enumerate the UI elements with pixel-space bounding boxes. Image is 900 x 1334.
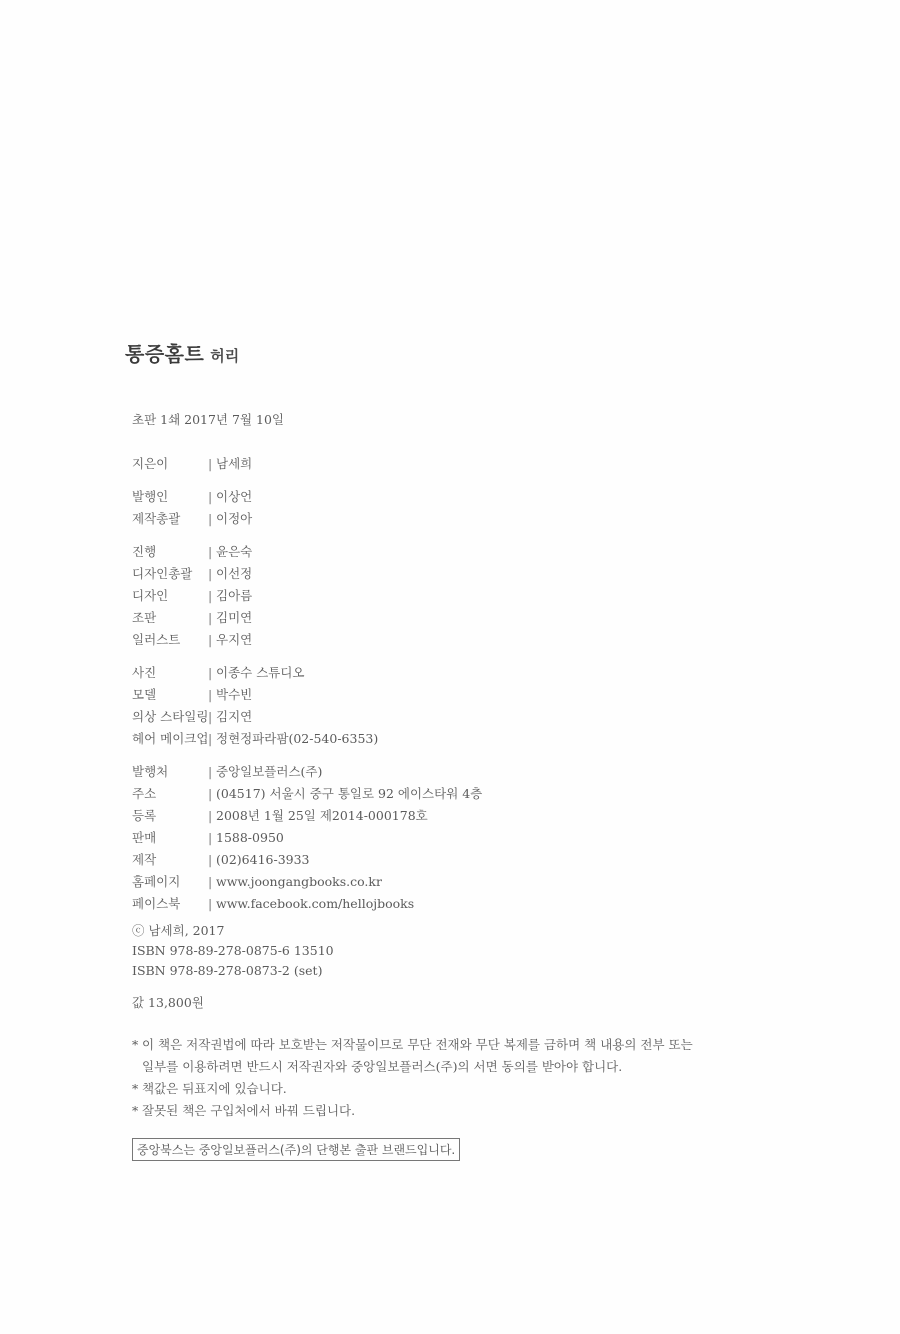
- credit-value: 정현정파라팜(02-540-6353): [216, 731, 379, 746]
- credit-value: 김미연: [216, 610, 253, 625]
- note-text: 잘못된 책은 구입처에서 바꿔 드립니다.: [142, 1103, 356, 1118]
- credit-label: 디자인총괄: [132, 566, 193, 581]
- credit-value: 중앙일보플러스(주): [216, 764, 323, 779]
- note-copyright-continued: 일부를 이용하려면 반드시 저작권자와 중앙일보플러스(주)의 서면 동의를 받아야 합니다.: [142, 1059, 623, 1074]
- credit-group: [132, 661, 692, 749]
- credit-group: [132, 452, 692, 474]
- credit-value: (04517) 서울시 중구 통일로 92 에이스타워 4층: [216, 786, 483, 801]
- credit-label: 제작총괄: [132, 511, 181, 526]
- credit-separator: |: [208, 587, 213, 603]
- credit-separator: |: [208, 873, 213, 889]
- credit-row: [132, 727, 692, 749]
- credit-separator: |: [208, 763, 213, 779]
- credit-separator: |: [208, 631, 213, 647]
- credit-row: [132, 628, 692, 650]
- credit-row: [132, 892, 692, 914]
- credit-value: 김지연: [216, 709, 253, 724]
- note-bullet: *: [132, 1103, 139, 1118]
- credit-row: [132, 661, 692, 683]
- edition-date: 초판 1쇄 2017년 7월 10일: [132, 412, 284, 427]
- credit-separator: |: [208, 664, 213, 680]
- price: 값 13,800원: [132, 995, 204, 1010]
- credit-label: 일러스트: [132, 632, 181, 647]
- copyright-line: ⓒ 남세희, 2017: [132, 923, 225, 938]
- notes-block: [132, 1034, 732, 1122]
- credit-row: [132, 804, 692, 826]
- credit-label: 발행처: [132, 764, 169, 779]
- book-title: 통증홈트: [125, 342, 205, 366]
- note-exchange: [132, 1100, 732, 1122]
- credit-label: 지은이: [132, 456, 169, 471]
- credit-separator: |: [208, 807, 213, 823]
- credit-separator: |: [208, 851, 213, 867]
- note-price: [132, 1078, 732, 1100]
- credit-row: [132, 507, 692, 529]
- credit-row: [132, 606, 692, 628]
- credit-row: [132, 782, 692, 804]
- credit-label: 판매: [132, 830, 157, 845]
- rights-block: [132, 921, 334, 981]
- credit-value: 1588-0950: [216, 829, 284, 845]
- credit-separator: |: [208, 565, 213, 581]
- isbn-line: ISBN 978-89-278-0875-6 13510: [132, 943, 334, 958]
- credit-separator: |: [208, 455, 213, 471]
- credit-label: 발행인: [132, 489, 169, 504]
- credit-label: 헤어 메이크업: [132, 731, 209, 746]
- credit-value: 박수빈: [216, 687, 253, 702]
- credit-row: [132, 760, 692, 782]
- isbn-set-line: ISBN 978-89-278-0873-2 (set): [132, 963, 323, 978]
- credit-label: 제작: [132, 852, 157, 867]
- credit-value: www.facebook.com/hellojbooks: [216, 895, 415, 911]
- credit-row: [132, 705, 692, 727]
- credit-value: 이상언: [216, 489, 253, 504]
- credit-row: [132, 683, 692, 705]
- book-subtitle: 허리: [210, 347, 240, 365]
- credit-label: 모델: [132, 687, 157, 702]
- credit-separator: |: [208, 708, 213, 724]
- credit-value: 2008년 1월 25일 제2014-000178호: [216, 808, 428, 823]
- credit-value: www.joongangbooks.co.kr: [216, 873, 382, 889]
- credit-value: 이정아: [216, 511, 253, 526]
- credit-value: (02)6416-3933: [216, 851, 310, 867]
- credit-row: [132, 584, 692, 606]
- note-bullet: *: [132, 1037, 139, 1052]
- credit-label: 디자인: [132, 588, 169, 603]
- credit-group: [132, 540, 692, 650]
- credits-list: [132, 452, 692, 925]
- credit-label: 진행: [132, 544, 157, 559]
- note-copyright: [132, 1034, 732, 1056]
- credit-label: 페이스북: [132, 896, 181, 911]
- book-title-block: [125, 338, 239, 367]
- credit-separator: |: [208, 829, 213, 845]
- credit-separator: |: [208, 609, 213, 625]
- credit-label: 주소: [132, 786, 157, 801]
- credit-separator: |: [208, 730, 213, 746]
- credit-group: [132, 485, 692, 529]
- credit-separator: |: [208, 785, 213, 801]
- credit-value: 윤은숙: [216, 544, 253, 559]
- credit-label: 조판: [132, 610, 157, 625]
- note-text: 이 책은 저작권법에 따라 보호받는 저작물이므로 무단 전재와 무단 복제를 금하며 책 내용의 전부 또는: [142, 1037, 693, 1052]
- credit-row: [132, 870, 692, 892]
- credit-row: [132, 485, 692, 507]
- credit-separator: |: [208, 686, 213, 702]
- credit-value: 우지연: [216, 632, 253, 647]
- credit-value: 이선정: [216, 566, 253, 581]
- credit-label: 사진: [132, 665, 157, 680]
- credit-row: [132, 540, 692, 562]
- credit-separator: |: [208, 510, 213, 526]
- credit-row: [132, 848, 692, 870]
- note-bullet: *: [132, 1081, 139, 1096]
- credit-value: 김아름: [216, 588, 253, 603]
- credit-separator: |: [208, 488, 213, 504]
- credit-value: 이종수 스튜디오: [216, 665, 305, 680]
- credit-label: 홈페이지: [132, 874, 181, 889]
- credit-label: 의상 스타일링: [132, 709, 209, 724]
- credit-separator: |: [208, 895, 213, 911]
- credit-separator: |: [208, 543, 213, 559]
- credit-row: [132, 562, 692, 584]
- credit-label: 등록: [132, 808, 157, 823]
- credit-value: 남세희: [216, 456, 253, 471]
- credit-group: [132, 760, 692, 914]
- brand-notice-box: 중앙북스는 중앙일보플러스(주)의 단행본 출판 브랜드입니다.: [132, 1138, 460, 1161]
- credit-row: [132, 826, 692, 848]
- credit-row: [132, 452, 692, 474]
- note-text: 책값은 뒤표지에 있습니다.: [142, 1081, 287, 1096]
